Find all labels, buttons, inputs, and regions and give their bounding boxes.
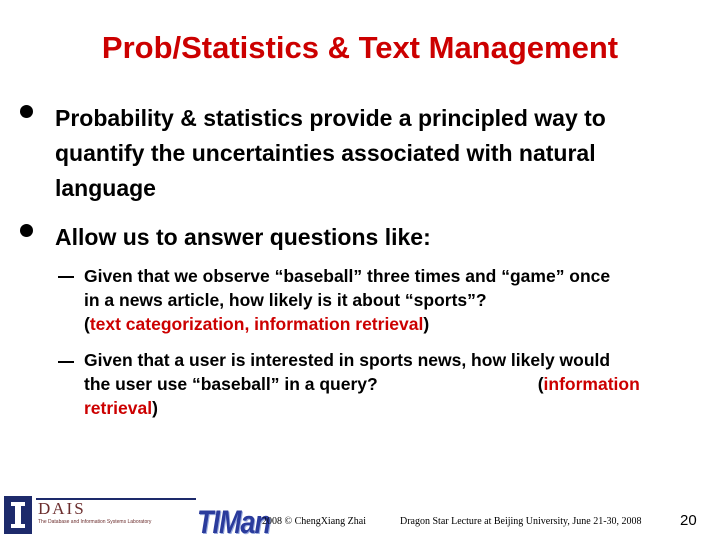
highlight-text: text categorization, information retrieval (89, 314, 424, 334)
sub-bullet-1-line1: Given that we observe “baseball” three times and “game” once (84, 266, 611, 286)
dais-logo-caption: The Database and Information Systems Laboratory (38, 519, 152, 525)
bullet-2: Allow us to answer questions like: (55, 224, 431, 250)
footer-copyright: 2008 © ChengXiang Zhai (262, 516, 366, 527)
paren-open: ( (84, 314, 90, 334)
dais-logo-text: DAIS (38, 499, 86, 518)
paren-open: ( (537, 374, 544, 394)
highlight-text: retrieval (84, 398, 153, 418)
paren-close: ) (152, 398, 158, 418)
dais-logo (36, 496, 196, 536)
sub-bullet-1-line2: in a news article, how likely is it about “sports”? (84, 290, 487, 310)
illinois-logo-icon (4, 496, 32, 534)
dash-icon (58, 276, 74, 278)
timan-logo: TIMan (197, 504, 270, 540)
footer-lecture: Dragon Star Lecture at Beijing University, June 21-30, 2008 (400, 516, 642, 527)
page-number: 20 (680, 512, 697, 529)
bullet-dot-icon (20, 224, 33, 237)
sub-bullet-2-line3 (84, 396, 699, 420)
slide-title: Prob/Statistics & Text Management (101, 30, 619, 65)
bullet-1: Probability & statistics provide a principled way to quantify the uncertainties associated with natural language (55, 105, 606, 201)
sub-bullet-2-line2-text: the user use “baseball” in a query? (84, 374, 378, 394)
sub-bullet-2-line2 (84, 372, 699, 396)
sub-bullet-1-line3 (84, 312, 699, 336)
sub-bullet-2 (84, 348, 699, 420)
sub-bullet-1 (84, 264, 699, 336)
dash-icon (58, 361, 74, 363)
sub-bullet-2-line1: Given that a user is interested in sports news, how likely would (84, 350, 611, 370)
bullet-dot-icon (20, 105, 33, 118)
paren-close: ) (423, 314, 430, 334)
highlight-text: information (543, 374, 640, 394)
